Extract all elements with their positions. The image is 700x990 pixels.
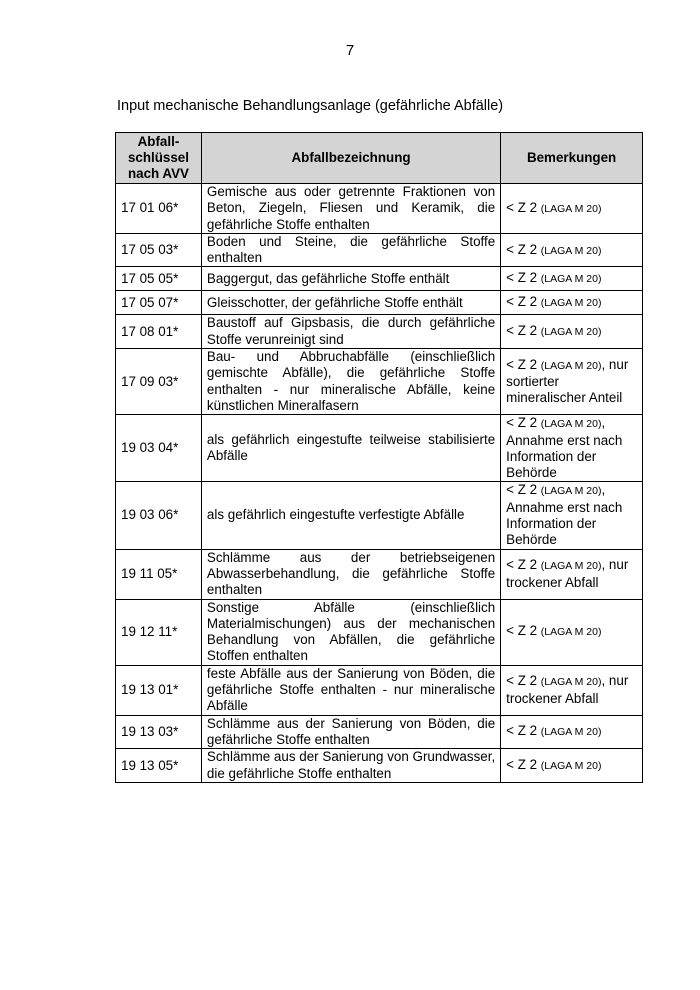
remark-reference: (LAGA M 20) [540, 326, 602, 339]
remark-reference: (LAGA M 20) [540, 760, 602, 773]
table-row [116, 749, 643, 783]
waste-description-cell: als gefährlich eingestufte teilweise stabilisierte Abfälle [201, 415, 500, 482]
waste-code-cell: 19 12 11* [116, 599, 202, 665]
waste-code-cell: 17 01 06* [116, 184, 202, 234]
remark-note: , nur trockener Abfall [506, 557, 629, 590]
table-row [116, 415, 643, 482]
remark-reference: (LAGA M 20) [540, 560, 602, 573]
remark-reference: (LAGA M 20) [540, 676, 602, 689]
remark-reference: (LAGA M 20) [540, 244, 602, 257]
remark-limit: < Z 2 [506, 270, 541, 286]
remarks-cell [501, 415, 643, 482]
remark-limit: < Z 2 [506, 482, 541, 498]
waste-description-cell: Gemische aus oder getrennte Fraktionen von Beton, Ziegeln, Fliesen und Keramik, die gefährliche Stoffe enthalten [201, 184, 500, 234]
waste-description-cell: Schlämme aus der betriebseigenen Abwasserbehandlung, die gefährliche Stoffe enthalten [201, 549, 500, 599]
remark-limit: < Z 2 [506, 757, 541, 773]
page-number: 7 [345, 42, 355, 59]
table-row [116, 665, 643, 715]
remarks-cell [501, 291, 643, 315]
remark-limit: < Z 2 [506, 294, 541, 310]
remarks-cell [501, 315, 643, 349]
remark-limit: < Z 2 [506, 673, 541, 689]
waste-code-cell: 17 05 03* [116, 233, 202, 267]
header-key-line2: schlüssel [127, 149, 189, 165]
remarks-cell [501, 349, 643, 415]
table-row [116, 715, 643, 749]
waste-description-cell: Schlämme aus der Sanierung von Böden, die gefährliche Stoffe enthalten [201, 715, 500, 749]
waste-description-cell: Gleisschotter, der gefährliche Stoffe enthält [201, 291, 500, 315]
waste-code-cell: 19 03 04* [116, 415, 202, 482]
remarks-cell [501, 549, 643, 599]
waste-description-cell: Boden und Steine, die gefährliche Stoffe enthalten [201, 233, 500, 267]
header-key-line1: Abfall- [137, 133, 180, 149]
waste-description-cell: Baustoff auf Gipsbasis, die durch gefährliche Stoffe verunreinigt sind [201, 315, 500, 349]
table-row [116, 291, 643, 315]
waste-code-cell: 19 13 05* [116, 749, 202, 783]
remarks-cell [501, 665, 643, 715]
waste-description-cell: als gefährlich eingestufte verfestigte Abfälle [201, 482, 500, 549]
header-key-line3: nach AVV [127, 166, 189, 182]
remark-limit: < Z 2 [506, 241, 541, 257]
remark-limit: < Z 2 [506, 623, 541, 639]
remark-reference: (LAGA M 20) [540, 273, 602, 286]
table-row [116, 315, 643, 349]
waste-description-cell: Bau- und Abbruchabfälle (einschließlich gemischte Abfälle), die gefährliche Stoffe enthalten - nur mineralische Abfälle, keine künstlichen Mineralfasern [201, 349, 500, 415]
remark-reference: (LAGA M 20) [540, 359, 602, 372]
waste-code-cell: 17 05 05* [116, 267, 202, 291]
table-caption: Input mechanische Behandlungsanlage (gefährliche Abfälle) [117, 98, 504, 114]
remark-reference: (LAGA M 20) [540, 485, 602, 498]
waste-code-cell: 17 05 07* [116, 291, 202, 315]
remarks-cell [501, 233, 643, 267]
header-waste-key [116, 133, 202, 184]
waste-code-cell: 19 03 06* [116, 482, 202, 549]
remarks-cell [501, 267, 643, 291]
remark-reference: (LAGA M 20) [540, 297, 602, 310]
waste-description-cell: Schlämme aus der Sanierung von Grundwasser, die gefährliche Stoffe enthalten [201, 749, 500, 783]
remarks-cell [501, 184, 643, 234]
table-row [116, 482, 643, 549]
remark-reference: (LAGA M 20) [540, 418, 602, 431]
header-designation: Abfallbezeichnung [201, 133, 500, 184]
waste-code-cell: 19 13 01* [116, 665, 202, 715]
table-row [116, 549, 643, 599]
table-row [116, 184, 643, 234]
remark-limit: < Z 2 [506, 356, 541, 372]
waste-description-cell: Sonstige Abfälle (einschließlich Materialmischungen) aus der mechanischen Behandlung von Abfällen, die gefährliche Stoffen enthalten [201, 599, 500, 665]
remark-reference: (LAGA M 20) [540, 726, 602, 739]
remark-limit: < Z 2 [506, 557, 541, 573]
table-row [116, 599, 643, 665]
remarks-cell [501, 715, 643, 749]
remarks-cell [501, 482, 643, 549]
remark-note: , nur sortierter mineralischer Anteil [506, 356, 629, 406]
waste-code-cell: 19 11 05* [116, 549, 202, 599]
remark-note: , Annahme erst nach Information der Behörde [506, 482, 623, 548]
remarks-cell [501, 599, 643, 665]
remark-limit: < Z 2 [506, 199, 541, 215]
waste-table [115, 132, 643, 783]
waste-code-cell: 17 08 01* [116, 315, 202, 349]
table-row [116, 233, 643, 267]
remark-note: , Annahme erst nach Information der Behörde [506, 415, 623, 481]
waste-description-cell: feste Abfälle aus der Sanierung von Böden, die gefährliche Stoffe enthalten - nur mineralische Abfälle [201, 665, 500, 715]
remark-limit: < Z 2 [506, 415, 541, 431]
remark-reference: (LAGA M 20) [540, 626, 602, 639]
remark-limit: < Z 2 [506, 723, 541, 739]
table-row [116, 267, 643, 291]
waste-code-cell: 17 09 03* [116, 349, 202, 415]
waste-description-cell: Baggergut, das gefährliche Stoffe enthält [201, 267, 500, 291]
header-remarks: Bemerkungen [501, 133, 643, 184]
waste-code-cell: 19 13 03* [116, 715, 202, 749]
remark-note: , nur trockener Abfall [506, 673, 629, 706]
remarks-cell [501, 749, 643, 783]
remark-reference: (LAGA M 20) [540, 202, 602, 215]
remark-limit: < Z 2 [506, 323, 541, 339]
table-header-row [116, 133, 643, 184]
table-row [116, 349, 643, 415]
